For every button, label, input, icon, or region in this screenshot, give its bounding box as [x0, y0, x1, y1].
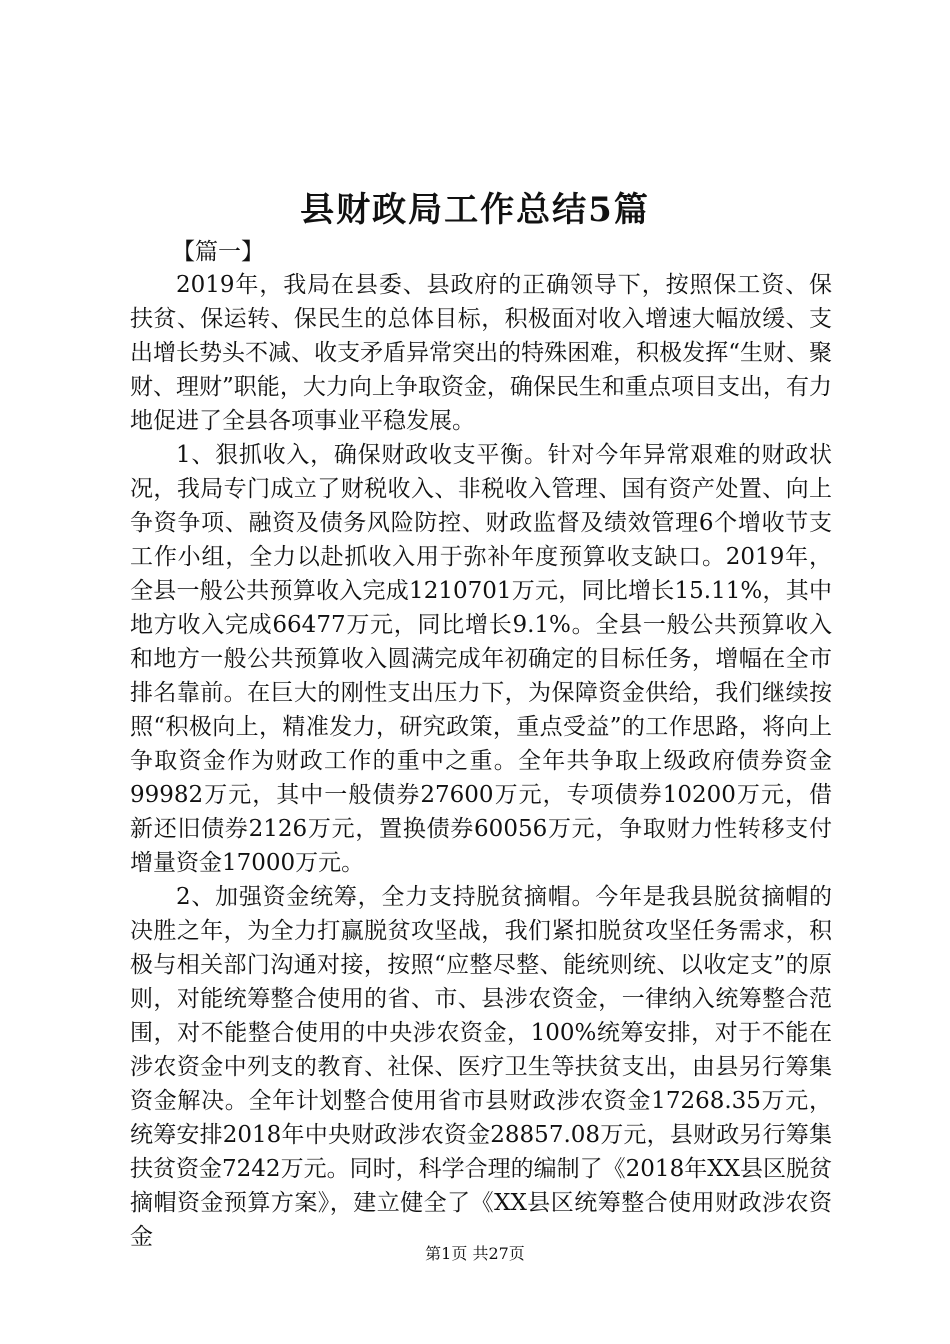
paragraph-revenue: 1、狠抓收入，确保财政收支平衡。针对今年异常艰难的财政状况，我局专门成立了财税收入、非税收入管理、国有资产处置、向上争资争项、融资及债务风险防控、财政监督及绩效管理6个增收节支工作小组，全力以赴抓收入用于弥补年度预算收支缺口。2019年，全县一般公共预算收入完成1210701万元，同比增长15.11%，其中地方收入完成66477万元，同比增长9.1%。全县一般公共预算收入和地方一般公共预算收入圆满完成年初确定的目标任务，增幅在全市排名靠前。在巨大的刚性支出压力下，为保障资金供给，我们继续按照“积极向上，精准发力，研究政策，重点受益”的工作思路，将向上争取资金作为财政工作的重中之重。全年共争取上级政府债券资金99982万元，其中一般债券27600万元，专项债券10200万元，借新还旧债券2126万元，置换债券60056万元，争取财力性转移支付增量资金17000万元。: [130, 442, 832, 876]
paragraph-intro: 2019年，我局在县委、县政府的正确领导下，按照保工资、保扶贫、保运转、保民生的总体目标，积极面对收入增速大幅放缓、支出增长势头不减、收支矛盾异常突出的特殊困难，积极发挥“生财、聚财、理财”职能，大力向上争取资金，确保民生和重点项目支出，有力地促进了全县各项事业平稳发展。: [130, 272, 832, 434]
document-body: [130, 268, 832, 1254]
section-heading: 【篇一】: [172, 239, 264, 265]
document-title: 县财政局工作总结5篇: [300, 190, 650, 230]
page-number-footer: 第1页 共27页: [425, 1244, 525, 1263]
paragraph-poverty-funds: 2、加强资金统筹，全力支持脱贫摘帽。今年是我县脱贫摘帽的决胜之年，为全力打赢脱贫攻坚战，我们紧扣脱贫攻坚任务需求，积极与相关部门沟通对接，按照“应整尽整、能统则统、以收定支”的原则，对能统筹整合使用的省、市、县涉农资金，一律纳入统筹整合范围，对不能整合使用的中央涉农资金，100%统筹安排，对于不能在涉农资金中列支的教育、社保、医疗卫生等扶贫支出，由县另行筹集资金解决。全年计划整合使用省市县财政涉农资金17268.35万元，统筹安排2018年中央财政涉农资金28857.08万元，县财政另行筹集扶贫资金7242万元。同时，科学合理的编制了《2018年XX县区脱贫摘帽资金预算方案》，建立健全了《XX县区统筹整合使用财政涉农资金: [130, 884, 832, 1250]
